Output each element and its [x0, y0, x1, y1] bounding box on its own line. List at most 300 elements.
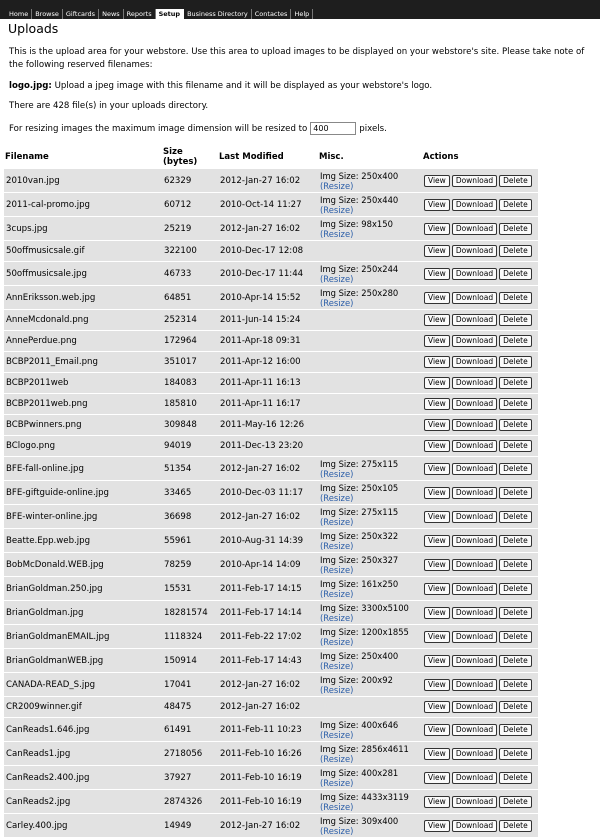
delete-button[interactable]: Delete [499, 175, 532, 187]
table-row [4, 457, 538, 480]
cell-actions [422, 529, 538, 552]
cell-misc [318, 529, 422, 552]
img-size-value: 275x115 [361, 458, 399, 469]
view-button[interactable]: View [424, 377, 450, 389]
cell-filename: CR2009winner.gif [4, 697, 162, 717]
table-row [4, 625, 538, 648]
header-misc: Misc. [319, 152, 344, 162]
resize-link[interactable]: (Resize) [320, 273, 354, 284]
img-size-label: Img Size: [320, 482, 362, 493]
cell-actions [422, 457, 538, 480]
table-row [4, 415, 538, 435]
resize-link[interactable]: (Resize) [320, 729, 354, 740]
view-button[interactable]: View [424, 245, 450, 257]
cell-size: 78259 [162, 553, 218, 576]
logo-filename: logo.jpg: [9, 81, 52, 91]
delete-button[interactable]: Delete [499, 292, 532, 304]
img-size-label: Img Size: [320, 674, 362, 685]
resize-link[interactable]: (Resize) [320, 468, 354, 479]
img-size-value: 250x322 [361, 530, 399, 541]
resize-link[interactable]: (Resize) [320, 180, 354, 191]
view-button[interactable]: View [424, 419, 450, 431]
table-row [4, 814, 538, 837]
download-button[interactable]: Download [452, 820, 497, 832]
img-size-label: Img Size: [320, 626, 362, 637]
view-button[interactable]: View [424, 175, 450, 187]
table-row [4, 529, 538, 552]
delete-button[interactable]: Delete [499, 463, 532, 475]
cell-actions [422, 673, 538, 696]
download-button[interactable]: Download [452, 796, 497, 808]
cell-modified: 2011-Apr-11 16:13 [218, 373, 318, 393]
view-button[interactable]: View [424, 463, 450, 475]
download-button[interactable]: Download [452, 655, 497, 667]
resize-link[interactable]: (Resize) [320, 540, 354, 551]
cell-size: 51354 [162, 457, 218, 480]
cell-modified: 2011-Apr-12 16:00 [218, 352, 318, 372]
resize-dimension-input[interactable] [310, 122, 356, 135]
cell-misc [318, 790, 422, 813]
delete-button[interactable]: Delete [499, 607, 532, 619]
download-button[interactable]: Download [452, 535, 497, 547]
cell-actions [422, 310, 538, 330]
view-button[interactable]: View [424, 724, 450, 736]
cell-filename: BrianGoldman.250.jpg [4, 577, 162, 600]
img-size-value: 309x400 [361, 815, 399, 826]
download-button[interactable]: Download [452, 583, 497, 595]
cell-size: 36698 [162, 505, 218, 528]
cell-actions [422, 217, 538, 240]
top-nav-bar [0, 0, 600, 19]
cell-actions [422, 436, 538, 456]
view-button[interactable]: View [424, 335, 450, 347]
resize-link[interactable]: (Resize) [320, 753, 354, 764]
view-button[interactable]: View [424, 199, 450, 211]
cell-filename: 3cups.jpg [4, 217, 162, 240]
table-row [4, 310, 538, 330]
cell-size: 55961 [162, 529, 218, 552]
delete-button[interactable]: Delete [499, 679, 532, 691]
view-button[interactable]: View [424, 356, 450, 368]
table-row [4, 601, 538, 624]
cell-actions [422, 505, 538, 528]
table-row [4, 718, 538, 741]
table-row [4, 553, 538, 576]
view-button[interactable]: View [424, 655, 450, 667]
header-size: Size (bytes) [163, 147, 198, 167]
cell-filename: CANADA-READ_S.jpg [4, 673, 162, 696]
cell-misc [318, 310, 422, 330]
cell-misc [318, 457, 422, 480]
img-size-label: Img Size: [320, 554, 362, 565]
cell-actions [422, 286, 538, 309]
cell-size: 184083 [162, 373, 218, 393]
download-button[interactable]: Download [452, 511, 497, 523]
view-button[interactable]: View [424, 631, 450, 643]
cell-misc [318, 601, 422, 624]
view-button[interactable]: View [424, 748, 450, 760]
download-button[interactable]: Download [452, 268, 497, 280]
cell-size: 1118324 [162, 625, 218, 648]
img-size-value: 1200x1855 [361, 626, 409, 637]
download-button[interactable]: Download [452, 377, 497, 389]
table-row [4, 649, 538, 672]
cell-misc [318, 742, 422, 765]
download-button[interactable]: Download [452, 748, 497, 760]
view-button[interactable]: View [424, 679, 450, 691]
cell-size: 37927 [162, 766, 218, 789]
cell-actions [422, 169, 538, 192]
download-button[interactable]: Download [452, 440, 497, 452]
cell-modified: 2011-Feb-17 14:15 [218, 577, 318, 600]
view-button[interactable]: View [424, 487, 450, 499]
delete-button[interactable]: Delete [499, 268, 532, 280]
cell-size: 150914 [162, 649, 218, 672]
cell-size: 309848 [162, 415, 218, 435]
img-size-label: Img Size: [320, 650, 362, 661]
cell-filename: BClogo.png [4, 436, 162, 456]
nav-tab-reports[interactable]: Reports [124, 9, 156, 19]
cell-actions [422, 481, 538, 504]
download-button[interactable]: Download [452, 223, 497, 235]
cell-misc [318, 673, 422, 696]
cell-actions [422, 193, 538, 216]
delete-button[interactable]: Delete [499, 796, 532, 808]
download-button[interactable]: Download [452, 398, 497, 410]
resize-link[interactable]: (Resize) [320, 516, 354, 527]
delete-button[interactable]: Delete [499, 356, 532, 368]
table-row [4, 742, 538, 765]
cell-size: 17041 [162, 673, 218, 696]
download-button[interactable]: Download [452, 199, 497, 211]
cell-filename: 2010van.jpg [4, 169, 162, 192]
cell-filename: 50offmusicsale.gif [4, 241, 162, 261]
cell-modified: 2011-Apr-18 09:31 [218, 331, 318, 351]
img-size-label: Img Size: [320, 194, 362, 205]
view-button[interactable]: View [424, 314, 450, 326]
delete-button[interactable]: Delete [499, 223, 532, 235]
resize-link[interactable]: (Resize) [320, 564, 354, 575]
view-button[interactable]: View [424, 535, 450, 547]
cell-misc [318, 481, 422, 504]
table-row [4, 697, 538, 717]
cell-size: 25219 [162, 217, 218, 240]
delete-button[interactable]: Delete [499, 314, 532, 326]
header-modified: Last Modified [219, 152, 284, 162]
delete-button[interactable]: Delete [499, 440, 532, 452]
cell-filename: Beatte.Epp.web.jpg [4, 529, 162, 552]
resize-link[interactable]: (Resize) [320, 825, 354, 836]
cell-actions [422, 790, 538, 813]
cell-misc [318, 331, 422, 351]
cell-modified: 2012-Jan-27 16:02 [218, 814, 318, 837]
img-size-label: Img Size: [320, 287, 362, 298]
table-row [4, 373, 538, 393]
cell-modified: 2010-Dec-17 11:44 [218, 262, 318, 285]
resize-link[interactable]: (Resize) [320, 588, 354, 599]
download-button[interactable]: Download [452, 463, 497, 475]
cell-modified: 2011-Feb-10 16:19 [218, 766, 318, 789]
cell-size: 18281574 [162, 601, 218, 624]
img-size-value: 250x400 [361, 170, 399, 181]
download-button[interactable]: Download [452, 559, 497, 571]
cell-modified: 2010-Apr-14 15:52 [218, 286, 318, 309]
delete-button[interactable]: Delete [499, 487, 532, 499]
cell-modified: 2010-Aug-31 14:39 [218, 529, 318, 552]
cell-filename: AnnePerdue.png [4, 331, 162, 351]
resize-link[interactable]: (Resize) [320, 612, 354, 623]
cell-actions [422, 394, 538, 414]
delete-button[interactable]: Delete [499, 245, 532, 257]
cell-filename: BFE-winter-online.jpg [4, 505, 162, 528]
cell-filename: BFE-giftguide-online.jpg [4, 481, 162, 504]
cell-misc [318, 766, 422, 789]
img-size-value: 400x281 [361, 767, 399, 778]
cell-modified: 2011-Feb-22 17:02 [218, 625, 318, 648]
img-size-value: 4433x3119 [361, 791, 409, 802]
download-button[interactable]: Download [452, 292, 497, 304]
cell-modified: 2011-Feb-11 10:23 [218, 718, 318, 741]
cell-size: 48475 [162, 697, 218, 717]
cell-filename: BCBP2011web [4, 373, 162, 393]
view-button[interactable]: View [424, 820, 450, 832]
img-size-value: 250x327 [361, 554, 399, 565]
cell-actions [422, 241, 538, 261]
img-size-value: 250x105 [361, 482, 399, 493]
cell-modified: 2010-Dec-17 12:08 [218, 241, 318, 261]
cell-misc [318, 169, 422, 192]
download-button[interactable]: Download [452, 724, 497, 736]
cell-actions [422, 814, 538, 837]
img-size-label: Img Size: [320, 458, 362, 469]
cell-actions [422, 331, 538, 351]
cell-size: 2874326 [162, 790, 218, 813]
delete-button[interactable]: Delete [499, 419, 532, 431]
img-size-label: Img Size: [320, 263, 362, 274]
delete-button[interactable]: Delete [499, 701, 532, 713]
cell-size: 15531 [162, 577, 218, 600]
cell-actions [422, 553, 538, 576]
cell-modified: 2012-Jan-27 16:02 [218, 505, 318, 528]
cell-size: 60712 [162, 193, 218, 216]
img-size-value: 2856x4611 [361, 743, 409, 754]
cell-size: 33465 [162, 481, 218, 504]
download-button[interactable]: Download [452, 631, 497, 643]
img-size-label: Img Size: [320, 719, 362, 730]
nav-tab-giftcards[interactable]: Giftcards [63, 9, 99, 19]
download-button[interactable]: Download [452, 314, 497, 326]
cell-misc [318, 814, 422, 837]
cell-size: 14949 [162, 814, 218, 837]
download-button[interactable]: Download [452, 607, 497, 619]
cell-actions [422, 697, 538, 717]
table-header-row [4, 147, 538, 168]
img-size-value: 250x244 [361, 263, 399, 274]
cell-modified: 2012-Jan-27 16:02 [218, 457, 318, 480]
resize-link[interactable]: (Resize) [320, 684, 354, 695]
cell-modified: 2011-Dec-13 23:20 [218, 436, 318, 456]
img-size-label: Img Size: [320, 791, 362, 802]
img-size-value: 250x280 [361, 287, 399, 298]
delete-button[interactable]: Delete [499, 559, 532, 571]
img-size-value: 3300x5100 [361, 602, 409, 613]
header-actions: Actions [423, 152, 459, 162]
img-size-value: 400x646 [361, 719, 399, 730]
cell-misc [318, 286, 422, 309]
view-button[interactable]: View [424, 583, 450, 595]
delete-button[interactable]: Delete [499, 535, 532, 547]
cell-filename: BFE-fall-online.jpg [4, 457, 162, 480]
view-button[interactable]: View [424, 223, 450, 235]
cell-size: 322100 [162, 241, 218, 261]
cell-size: 94019 [162, 436, 218, 456]
cell-filename: CanReads2.jpg [4, 790, 162, 813]
delete-button[interactable]: Delete [499, 583, 532, 595]
resize-link[interactable]: (Resize) [320, 801, 354, 812]
download-button[interactable]: Download [452, 175, 497, 187]
view-button[interactable]: View [424, 772, 450, 784]
delete-button[interactable]: Delete [499, 724, 532, 736]
view-button[interactable]: View [424, 398, 450, 410]
table-row [4, 217, 538, 240]
view-button[interactable]: View [424, 701, 450, 713]
delete-button[interactable]: Delete [499, 748, 532, 760]
download-button[interactable]: Download [452, 245, 497, 257]
view-button[interactable]: View [424, 796, 450, 808]
view-button[interactable]: View [424, 268, 450, 280]
table-row [4, 193, 538, 216]
delete-button[interactable]: Delete [499, 335, 532, 347]
cell-size: 2718056 [162, 742, 218, 765]
delete-button[interactable]: Delete [499, 772, 532, 784]
cell-modified: 2010-Dec-03 11:17 [218, 481, 318, 504]
cell-actions [422, 352, 538, 372]
cell-modified: 2011-Jun-14 15:24 [218, 310, 318, 330]
cell-modified: 2012-Jan-27 16:02 [218, 217, 318, 240]
download-button[interactable]: Download [452, 419, 497, 431]
cell-actions [422, 742, 538, 765]
cell-misc [318, 262, 422, 285]
table-row [4, 436, 538, 456]
download-button[interactable]: Download [452, 356, 497, 368]
cell-size: 185810 [162, 394, 218, 414]
view-button[interactable]: View [424, 440, 450, 452]
cell-actions [422, 373, 538, 393]
delete-button[interactable]: Delete [499, 377, 532, 389]
cell-actions [422, 718, 538, 741]
table-row [4, 331, 538, 351]
cell-actions [422, 766, 538, 789]
cell-modified: 2012-Jan-27 16:02 [218, 673, 318, 696]
img-size-label: Img Size: [320, 170, 362, 181]
delete-button[interactable]: Delete [499, 631, 532, 643]
download-button[interactable]: Download [452, 679, 497, 691]
cell-misc [318, 217, 422, 240]
delete-button[interactable]: Delete [499, 820, 532, 832]
resize-link[interactable]: (Resize) [320, 204, 354, 215]
img-size-label: Img Size: [320, 578, 362, 589]
delete-button[interactable]: Delete [499, 199, 532, 211]
cell-misc [318, 505, 422, 528]
cell-actions [422, 625, 538, 648]
table-row [4, 169, 538, 192]
cell-actions [422, 601, 538, 624]
table-row [4, 577, 538, 600]
page-title: Uploads [8, 21, 59, 36]
cell-filename: BrianGoldmanEMAIL.jpg [4, 625, 162, 648]
cell-modified: 2012-Jan-27 16:02 [218, 697, 318, 717]
cell-size: 62329 [162, 169, 218, 192]
img-size-value: 98x150 [361, 218, 393, 229]
nav-tabs [6, 9, 313, 19]
table-row [4, 673, 538, 696]
img-size-value: 200x92 [361, 674, 393, 685]
delete-button[interactable]: Delete [499, 655, 532, 667]
view-button[interactable]: View [424, 292, 450, 304]
delete-button[interactable]: Delete [499, 511, 532, 523]
delete-button[interactable]: Delete [499, 398, 532, 410]
resize-link[interactable]: (Resize) [320, 660, 354, 671]
nav-tab-home[interactable]: Home [6, 9, 32, 19]
table-row [4, 286, 538, 309]
nav-tab-contactes[interactable]: Contactes [252, 9, 292, 19]
cell-misc [318, 553, 422, 576]
view-button[interactable]: View [424, 559, 450, 571]
cell-modified: 2011-Feb-10 16:26 [218, 742, 318, 765]
cell-filename: CanReads2.400.jpg [4, 766, 162, 789]
nav-tab-news[interactable]: News [99, 9, 124, 19]
nav-tab-help[interactable]: Help [291, 9, 313, 19]
cell-size: 351017 [162, 352, 218, 372]
cell-filename: BrianGoldmanWEB.jpg [4, 649, 162, 672]
resize-link[interactable]: (Resize) [320, 492, 354, 503]
view-button[interactable]: View [424, 511, 450, 523]
img-size-value: 250x400 [361, 650, 399, 661]
nav-tab-browse[interactable]: Browse [32, 9, 63, 19]
img-size-label: Img Size: [320, 530, 362, 541]
cell-filename: CanReads1.jpg [4, 742, 162, 765]
cell-size: 46733 [162, 262, 218, 285]
resize-link[interactable]: (Resize) [320, 636, 354, 647]
cell-modified: 2011-Feb-10 16:19 [218, 790, 318, 813]
nav-tab-setup[interactable]: Setup [156, 9, 184, 19]
download-button[interactable]: Download [452, 335, 497, 347]
download-button[interactable]: Download [452, 772, 497, 784]
resize-link[interactable]: (Resize) [320, 777, 354, 788]
table-row [4, 481, 538, 504]
table-row [4, 262, 538, 285]
resize-link[interactable]: (Resize) [320, 297, 354, 308]
cell-filename: CanReads1.646.jpg [4, 718, 162, 741]
cell-misc [318, 394, 422, 414]
table-row [4, 505, 538, 528]
download-button[interactable]: Download [452, 487, 497, 499]
resize-link[interactable]: (Resize) [320, 228, 354, 239]
view-button[interactable]: View [424, 607, 450, 619]
table-row [4, 241, 538, 261]
cell-misc [318, 649, 422, 672]
cell-modified: 2011-Apr-11 16:17 [218, 394, 318, 414]
header-filename: Filename [5, 152, 49, 162]
download-button[interactable]: Download [452, 701, 497, 713]
nav-tab-business-directory[interactable]: Business Directory [184, 9, 252, 19]
cell-misc [318, 373, 422, 393]
cell-modified: 2010-Oct-14 11:27 [218, 193, 318, 216]
img-size-value: 275x115 [361, 506, 399, 517]
cell-actions [422, 649, 538, 672]
cell-filename: BCBPwinners.png [4, 415, 162, 435]
resize-setting [9, 122, 387, 135]
